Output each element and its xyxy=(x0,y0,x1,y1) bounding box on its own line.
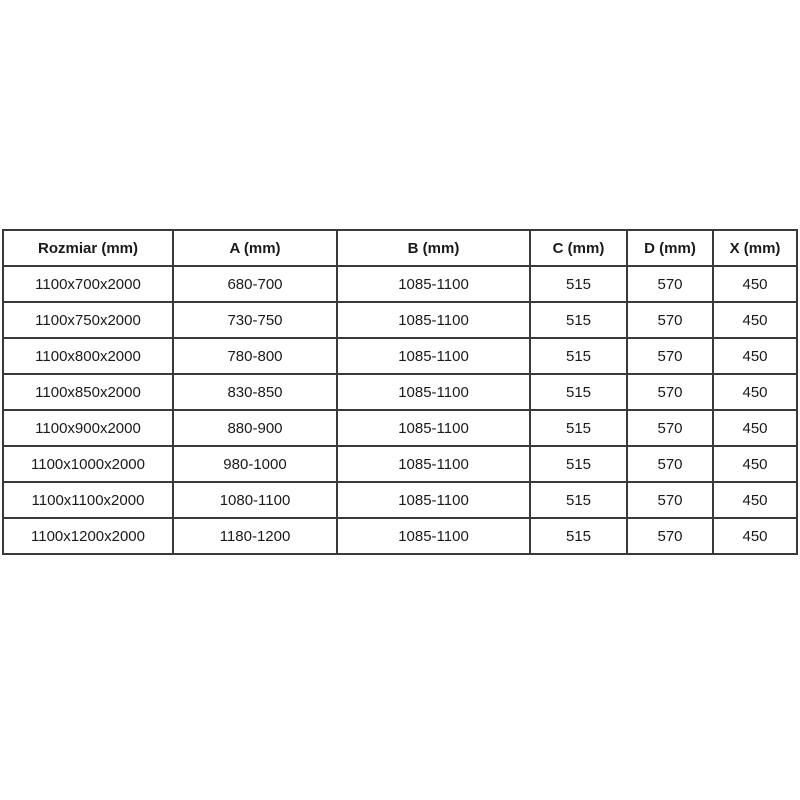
column-header-c: C (mm) xyxy=(530,230,627,266)
cell-rozmiar: 1100x900x2000 xyxy=(3,410,173,446)
cell-a: 1080-1100 xyxy=(173,482,337,518)
cell-rozmiar: 1100x700x2000 xyxy=(3,266,173,302)
cell-c: 515 xyxy=(530,446,627,482)
table-header-row xyxy=(3,230,797,266)
cell-x: 450 xyxy=(713,518,797,554)
table-row xyxy=(3,302,797,338)
cell-c: 515 xyxy=(530,338,627,374)
cell-a: 780-800 xyxy=(173,338,337,374)
column-header-rozmiar: Rozmiar (mm) xyxy=(3,230,173,266)
cell-x: 450 xyxy=(713,482,797,518)
cell-c: 515 xyxy=(530,266,627,302)
cell-b: 1085-1100 xyxy=(337,338,530,374)
size-spec-table-container xyxy=(2,229,798,555)
cell-c: 515 xyxy=(530,374,627,410)
cell-x: 450 xyxy=(713,410,797,446)
cell-c: 515 xyxy=(530,518,627,554)
cell-a: 980-1000 xyxy=(173,446,337,482)
table-row xyxy=(3,266,797,302)
cell-b: 1085-1100 xyxy=(337,482,530,518)
cell-b: 1085-1100 xyxy=(337,446,530,482)
cell-d: 570 xyxy=(627,338,713,374)
cell-x: 450 xyxy=(713,446,797,482)
table-row xyxy=(3,338,797,374)
cell-rozmiar: 1100x850x2000 xyxy=(3,374,173,410)
table-row xyxy=(3,374,797,410)
column-header-x: X (mm) xyxy=(713,230,797,266)
cell-d: 570 xyxy=(627,518,713,554)
cell-a: 830-850 xyxy=(173,374,337,410)
cell-d: 570 xyxy=(627,302,713,338)
column-header-d: D (mm) xyxy=(627,230,713,266)
cell-rozmiar: 1100x1100x2000 xyxy=(3,482,173,518)
cell-b: 1085-1100 xyxy=(337,518,530,554)
cell-d: 570 xyxy=(627,446,713,482)
column-header-b: B (mm) xyxy=(337,230,530,266)
table-row xyxy=(3,518,797,554)
cell-a: 680-700 xyxy=(173,266,337,302)
cell-c: 515 xyxy=(530,410,627,446)
column-header-a: A (mm) xyxy=(173,230,337,266)
cell-a: 880-900 xyxy=(173,410,337,446)
cell-x: 450 xyxy=(713,266,797,302)
cell-b: 1085-1100 xyxy=(337,374,530,410)
cell-x: 450 xyxy=(713,302,797,338)
cell-rozmiar: 1100x1200x2000 xyxy=(3,518,173,554)
cell-b: 1085-1100 xyxy=(337,302,530,338)
cell-x: 450 xyxy=(713,338,797,374)
cell-b: 1085-1100 xyxy=(337,266,530,302)
cell-rozmiar: 1100x750x2000 xyxy=(3,302,173,338)
table-row xyxy=(3,410,797,446)
cell-d: 570 xyxy=(627,410,713,446)
cell-a: 1180-1200 xyxy=(173,518,337,554)
table-row xyxy=(3,446,797,482)
size-spec-table xyxy=(2,229,798,555)
cell-c: 515 xyxy=(530,482,627,518)
cell-d: 570 xyxy=(627,482,713,518)
cell-c: 515 xyxy=(530,302,627,338)
cell-d: 570 xyxy=(627,374,713,410)
cell-rozmiar: 1100x800x2000 xyxy=(3,338,173,374)
cell-d: 570 xyxy=(627,266,713,302)
cell-x: 450 xyxy=(713,374,797,410)
cell-b: 1085-1100 xyxy=(337,410,530,446)
cell-a: 730-750 xyxy=(173,302,337,338)
table-row xyxy=(3,482,797,518)
cell-rozmiar: 1100x1000x2000 xyxy=(3,446,173,482)
